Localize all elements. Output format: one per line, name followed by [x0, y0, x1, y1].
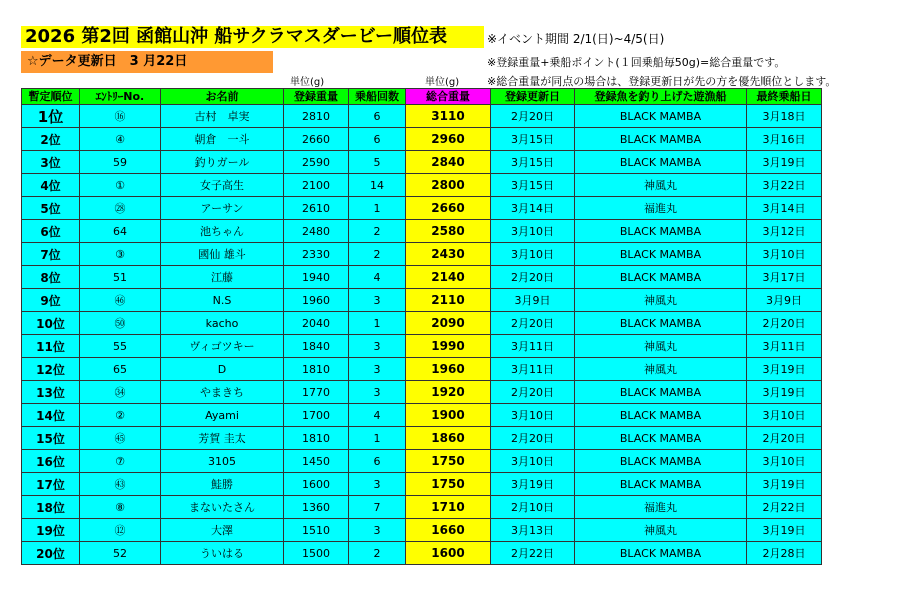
table-row [22, 266, 822, 289]
registration-date-cell: 3月10日 [491, 404, 575, 427]
registration-date-cell: 3月15日 [491, 151, 575, 174]
registration-date-cell: 3月10日 [491, 450, 575, 473]
total-weight-cell: 2430 [406, 243, 491, 266]
registration-date-cell: 3月15日 [491, 128, 575, 151]
rank-cell: 18位 [22, 496, 80, 519]
last-trip-cell: 3月9日 [747, 289, 822, 312]
name-cell: 釣りガール [161, 151, 284, 174]
registration-date-cell: 3月10日 [491, 243, 575, 266]
total-weight-cell: 2840 [406, 151, 491, 174]
trips-cell: 1 [349, 197, 406, 220]
boat-cell: BLACK MAMBA [575, 151, 747, 174]
total-weight-cell: 1900 [406, 404, 491, 427]
table-row [22, 220, 822, 243]
trips-cell: 14 [349, 174, 406, 197]
registered-weight-cell: 2610 [284, 197, 349, 220]
boat-cell: BLACK MAMBA [575, 381, 747, 404]
name-cell: kacho [161, 312, 284, 335]
total-weight-cell: 1750 [406, 450, 491, 473]
registration-date-cell: 3月13日 [491, 519, 575, 542]
registered-weight-cell: 2330 [284, 243, 349, 266]
name-cell: 朝倉 一斗 [161, 128, 284, 151]
unit-label-total: 単位(g) [425, 77, 460, 88]
registration-date-cell: 2月20日 [491, 381, 575, 404]
boat-cell: BLACK MAMBA [575, 266, 747, 289]
rank-cell: 13位 [22, 381, 80, 404]
registered-weight-cell: 1960 [284, 289, 349, 312]
registration-date-cell: 2月20日 [491, 105, 575, 128]
last-trip-cell: 3月10日 [747, 450, 822, 473]
entry-no-cell: ④ [80, 128, 161, 151]
header-total-weight: 総合重量 [406, 89, 491, 105]
registration-date-cell: 2月20日 [491, 266, 575, 289]
table-row [22, 450, 822, 473]
entry-no-cell: 59 [80, 151, 161, 174]
rank-cell: 1位 [22, 105, 80, 128]
rank-cell: 19位 [22, 519, 80, 542]
trips-cell: 2 [349, 542, 406, 565]
header-entry-no: ｴﾝﾄﾘｰNo. [80, 89, 161, 105]
registration-date-cell: 3月11日 [491, 358, 575, 381]
note-total-weight: ※登録重量+乗船ポイント(１回乗船毎50g)=総合重量です。 [487, 56, 786, 69]
table-row [22, 358, 822, 381]
registration-date-cell: 3月10日 [491, 220, 575, 243]
table-row [22, 128, 822, 151]
total-weight-cell: 1710 [406, 496, 491, 519]
boat-cell: 神風丸 [575, 519, 747, 542]
rank-cell: 12位 [22, 358, 80, 381]
registered-weight-cell: 1360 [284, 496, 349, 519]
entry-no-cell: 52 [80, 542, 161, 565]
entry-no-cell: 64 [80, 220, 161, 243]
registration-date-cell: 3月19日 [491, 473, 575, 496]
total-weight-cell: 1920 [406, 381, 491, 404]
last-trip-cell: 3月14日 [747, 197, 822, 220]
last-trip-cell: 2月28日 [747, 542, 822, 565]
header-rank: 暫定順位 [22, 89, 80, 105]
last-trip-cell: 2月20日 [747, 427, 822, 450]
name-cell: 大澤 [161, 519, 284, 542]
total-weight-cell: 1860 [406, 427, 491, 450]
registered-weight-cell: 2100 [284, 174, 349, 197]
entry-no-cell: ㊺ [80, 427, 161, 450]
boat-cell: BLACK MAMBA [575, 404, 747, 427]
name-cell: 女子高生 [161, 174, 284, 197]
name-cell: 3105 [161, 450, 284, 473]
trips-cell: 3 [349, 473, 406, 496]
registered-weight-cell: 1700 [284, 404, 349, 427]
boat-cell: BLACK MAMBA [575, 220, 747, 243]
total-weight-cell: 2140 [406, 266, 491, 289]
last-trip-cell: 3月11日 [747, 335, 822, 358]
total-weight-cell: 2960 [406, 128, 491, 151]
table-row [22, 174, 822, 197]
boat-cell: 神風丸 [575, 289, 747, 312]
last-trip-cell: 3月22日 [747, 174, 822, 197]
entry-no-cell: ㊿ [80, 312, 161, 335]
rank-cell: 14位 [22, 404, 80, 427]
trips-cell: 6 [349, 105, 406, 128]
registered-weight-cell: 1810 [284, 358, 349, 381]
table-row [22, 473, 822, 496]
trips-cell: 2 [349, 220, 406, 243]
last-trip-cell: 3月16日 [747, 128, 822, 151]
registered-weight-cell: 2590 [284, 151, 349, 174]
boat-cell: BLACK MAMBA [575, 473, 747, 496]
table-row [22, 496, 822, 519]
registration-date-cell: 3月11日 [491, 335, 575, 358]
registered-weight-cell: 2810 [284, 105, 349, 128]
name-cell: D [161, 358, 284, 381]
last-trip-cell: 3月10日 [747, 404, 822, 427]
table-row [22, 243, 822, 266]
boat-cell: 福進丸 [575, 197, 747, 220]
last-trip-cell: 2月20日 [747, 312, 822, 335]
boat-cell: BLACK MAMBA [575, 312, 747, 335]
total-weight-cell: 2660 [406, 197, 491, 220]
trips-cell: 4 [349, 404, 406, 427]
boat-cell: BLACK MAMBA [575, 243, 747, 266]
rank-cell: 20位 [22, 542, 80, 565]
table-row [22, 312, 822, 335]
last-trip-cell: 3月17日 [747, 266, 822, 289]
trips-cell: 1 [349, 427, 406, 450]
last-trip-cell: 3月19日 [747, 519, 822, 542]
header-registered-weight: 登録重量 [284, 89, 349, 105]
rank-cell: 3位 [22, 151, 80, 174]
total-weight-cell: 2580 [406, 220, 491, 243]
last-trip-cell: 2月22日 [747, 496, 822, 519]
table-row [22, 519, 822, 542]
rank-cell: 11位 [22, 335, 80, 358]
registration-date-cell: 2月22日 [491, 542, 575, 565]
registration-date-cell: 2月20日 [491, 312, 575, 335]
table-row [22, 404, 822, 427]
boat-cell: 神風丸 [575, 358, 747, 381]
last-trip-cell: 3月19日 [747, 358, 822, 381]
table-row [22, 105, 822, 128]
last-trip-cell: 3月19日 [747, 151, 822, 174]
name-cell: 古村 卓実 [161, 105, 284, 128]
rank-cell: 4位 [22, 174, 80, 197]
registered-weight-cell: 2040 [284, 312, 349, 335]
entry-no-cell: ⑯ [80, 105, 161, 128]
name-cell: ういはる [161, 542, 284, 565]
table-row [22, 197, 822, 220]
boat-cell: 神風丸 [575, 174, 747, 197]
rank-cell: 5位 [22, 197, 80, 220]
trips-cell: 5 [349, 151, 406, 174]
last-trip-cell: 3月19日 [747, 381, 822, 404]
entry-no-cell: ② [80, 404, 161, 427]
boat-cell: 福進丸 [575, 496, 747, 519]
entry-no-cell: ⑧ [80, 496, 161, 519]
rank-cell: 6位 [22, 220, 80, 243]
trips-cell: 1 [349, 312, 406, 335]
rank-cell: 2位 [22, 128, 80, 151]
table-row [22, 151, 822, 174]
entry-no-cell: ③ [80, 243, 161, 266]
name-cell: ヴィゴツキー [161, 335, 284, 358]
registered-weight-cell: 1450 [284, 450, 349, 473]
registered-weight-cell: 1810 [284, 427, 349, 450]
trips-cell: 3 [349, 381, 406, 404]
header-boat: 登録魚を釣り上げた遊漁船 [575, 89, 747, 105]
trips-cell: 3 [349, 358, 406, 381]
ranking-table [21, 88, 822, 565]
rank-cell: 7位 [22, 243, 80, 266]
entry-no-cell: ① [80, 174, 161, 197]
rank-cell: 17位 [22, 473, 80, 496]
boat-cell: BLACK MAMBA [575, 128, 747, 151]
name-cell: まないたさん [161, 496, 284, 519]
header-last-trip: 最終乗船日 [747, 89, 822, 105]
last-trip-cell: 3月19日 [747, 473, 822, 496]
name-cell: 國仙 雄斗 [161, 243, 284, 266]
entry-no-cell: ㊸ [80, 473, 161, 496]
boat-cell: BLACK MAMBA [575, 427, 747, 450]
rank-cell: 9位 [22, 289, 80, 312]
rank-cell: 16位 [22, 450, 80, 473]
registration-date-cell: 2月20日 [491, 427, 575, 450]
table-row [22, 542, 822, 565]
name-cell: アーサン [161, 197, 284, 220]
name-cell: やまきち [161, 381, 284, 404]
table-row [22, 381, 822, 404]
total-weight-cell: 1750 [406, 473, 491, 496]
registered-weight-cell: 1770 [284, 381, 349, 404]
total-weight-cell: 1990 [406, 335, 491, 358]
entry-no-cell: ⑦ [80, 450, 161, 473]
table-row [22, 289, 822, 312]
boat-cell: BLACK MAMBA [575, 542, 747, 565]
registered-weight-cell: 2660 [284, 128, 349, 151]
name-cell: N.S [161, 289, 284, 312]
registered-weight-cell: 1840 [284, 335, 349, 358]
update-date-banner: ☆データ更新日 3 月22日 [21, 51, 273, 73]
name-cell: 芳賀 圭太 [161, 427, 284, 450]
entry-no-cell: 65 [80, 358, 161, 381]
trips-cell: 4 [349, 266, 406, 289]
name-cell: 池ちゃん [161, 220, 284, 243]
entry-no-cell: ㊻ [80, 289, 161, 312]
header-registration-date: 登録更新日 [491, 89, 575, 105]
last-trip-cell: 3月18日 [747, 105, 822, 128]
trips-cell: 6 [349, 128, 406, 151]
total-weight-cell: 3110 [406, 105, 491, 128]
trips-cell: 3 [349, 335, 406, 358]
name-cell: 江藤 [161, 266, 284, 289]
registered-weight-cell: 1940 [284, 266, 349, 289]
total-weight-cell: 1600 [406, 542, 491, 565]
event-period: ※イベント期間 2/1(日)~4/5(日) [487, 32, 665, 46]
trips-cell: 6 [349, 450, 406, 473]
last-trip-cell: 3月12日 [747, 220, 822, 243]
entry-no-cell: ㉞ [80, 381, 161, 404]
trips-cell: 3 [349, 289, 406, 312]
name-cell: Ayami [161, 404, 284, 427]
registered-weight-cell: 2480 [284, 220, 349, 243]
total-weight-cell: 2110 [406, 289, 491, 312]
header-trips: 乗船回数 [349, 89, 406, 105]
page-title: 2026 第2回 函館山沖 船サクラマスダービー順位表 [21, 26, 484, 48]
rank-cell: 10位 [22, 312, 80, 335]
total-weight-cell: 1660 [406, 519, 491, 542]
boat-cell: BLACK MAMBA [575, 450, 747, 473]
registration-date-cell: 3月14日 [491, 197, 575, 220]
rank-cell: 8位 [22, 266, 80, 289]
rank-cell: 15位 [22, 427, 80, 450]
registered-weight-cell: 1500 [284, 542, 349, 565]
registered-weight-cell: 1600 [284, 473, 349, 496]
boat-cell: BLACK MAMBA [575, 105, 747, 128]
name-cell: 鮭勝 [161, 473, 284, 496]
trips-cell: 2 [349, 243, 406, 266]
header-name: お名前 [161, 89, 284, 105]
trips-cell: 7 [349, 496, 406, 519]
total-weight-cell: 2800 [406, 174, 491, 197]
entry-no-cell: 55 [80, 335, 161, 358]
table-row [22, 427, 822, 450]
registered-weight-cell: 1510 [284, 519, 349, 542]
entry-no-cell: ㉘ [80, 197, 161, 220]
registration-date-cell: 3月9日 [491, 289, 575, 312]
total-weight-cell: 1960 [406, 358, 491, 381]
entry-no-cell: 51 [80, 266, 161, 289]
entry-no-cell: ⑫ [80, 519, 161, 542]
header-row [22, 89, 822, 105]
last-trip-cell: 3月10日 [747, 243, 822, 266]
registration-date-cell: 2月10日 [491, 496, 575, 519]
unit-label-weight: 単位(g) [290, 77, 325, 88]
table-row [22, 335, 822, 358]
note-tiebreak: ※総合重量が同点の場合は、登録更新日が先の方を優先順位とします。 [487, 75, 837, 88]
trips-cell: 3 [349, 519, 406, 542]
total-weight-cell: 2090 [406, 312, 491, 335]
registration-date-cell: 3月15日 [491, 174, 575, 197]
boat-cell: 神風丸 [575, 335, 747, 358]
